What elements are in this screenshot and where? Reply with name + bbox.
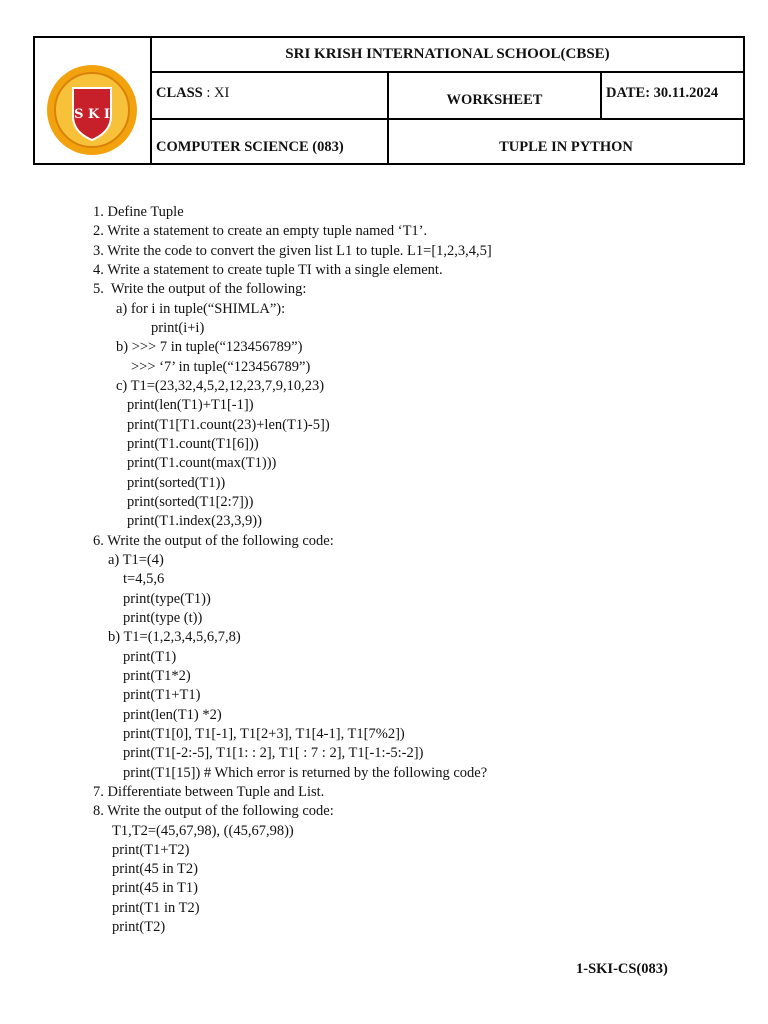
question-line: b) T1=(1,2,3,4,5,6,7,8) [108, 629, 241, 646]
question-line: print(len(T1)+T1[-1]) [127, 397, 254, 414]
question-line: print(45 in T2) [112, 861, 198, 878]
question-line: 6. Write the output of the following code: [93, 532, 334, 549]
question-line: print(type(T1)) [123, 590, 211, 607]
question-line: 2. Write a statement to create an empty tuple named ‘T1’. [93, 223, 428, 240]
question-line: print(T1[-2:-5], T1[1: : 2], T1[ : 7 : 2], T1[-1:-5:-2]) [123, 745, 424, 762]
question-line: b) >>> 7 in tuple(“123456789”) [116, 339, 303, 356]
question-line: print(T1 in T2) [112, 899, 200, 916]
question-line: print(T1[0], T1[-1], T1[2+3], T1[4-1], T1[7%2]) [123, 725, 405, 742]
question-line: >>> ‘7’ in tuple(“123456789”) [131, 358, 311, 375]
question-line: print(type (t)) [123, 609, 203, 626]
question-line: print(T1) [123, 648, 177, 665]
question-list [0, 203, 768, 937]
date-cell: DATE: 30.11.2024 [606, 85, 719, 101]
logo-cell [35, 38, 152, 163]
question-line: c) T1=(23,32,4,5,2,12,23,7,9,10,23) [116, 377, 325, 394]
question-line: print(45 in T1) [112, 880, 198, 897]
question-line: 1. Define Tuple [93, 204, 184, 220]
question-line: print(sorted(T1)) [127, 474, 226, 491]
question-line: print(T2) [112, 919, 166, 936]
question-line: 7. Differentiate between Tuple and List. [93, 783, 325, 800]
school-name: SRI KRISH INTERNATIONAL SCHOOL(CBSE) [152, 38, 743, 73]
question-line: 8. Write the output of the following code: [93, 803, 334, 820]
question-line: a) T1=(4) [108, 551, 164, 568]
question-line: print(T1.count(T1[6])) [127, 435, 259, 452]
header-row-subject [152, 120, 743, 163]
logo-letters: S K I [74, 107, 110, 122]
class-cell [152, 73, 389, 118]
question-line: 5. Write the output of the following: [93, 281, 307, 298]
page-footer: 1-SKI-CS(083) [576, 961, 668, 977]
question-line: print(sorted(T1[2:7])) [127, 493, 254, 510]
topic-cell: TUPLE IN PYTHON [499, 139, 633, 155]
question-line: a) for i in tuple(“SHIMLA”): [116, 300, 286, 317]
class-value: : XI [206, 85, 230, 101]
subject-cell: COMPUTER SCIENCE (083) [152, 120, 389, 163]
question-line: print(len(T1) *2) [123, 706, 222, 723]
question-line: 4. Write a statement to create tuple TI with a single element. [93, 261, 443, 278]
question-line: 3. Write the code to convert the given list L1 to tuple. L1=[1,2,3,4,5] [93, 242, 492, 259]
question-line: print(T1.index(23,3,9)) [127, 513, 262, 530]
question-line: T1,T2=(45,67,98), ((45,67,98)) [112, 822, 294, 839]
class-label: CLASS [156, 85, 203, 101]
question-line: print(T1+T1) [123, 687, 201, 704]
header-row-class [152, 73, 743, 120]
question-line: t=4,5,6 [123, 571, 165, 588]
school-logo [43, 64, 141, 156]
worksheet-title: WORKSHEET [389, 73, 602, 118]
question-line: print(i+i) [151, 319, 205, 336]
question-line: print(T1[T1.count(23)+len(T1)-5]) [127, 416, 330, 433]
question-line: print(T1[15]) # Which error is returned by the following code? [123, 764, 488, 781]
worksheet-header [33, 36, 745, 165]
question-line: print(T1.count(max(T1))) [127, 455, 277, 472]
question-line: print(T1*2) [123, 667, 191, 684]
question-line: print(T1+T2) [112, 841, 190, 858]
